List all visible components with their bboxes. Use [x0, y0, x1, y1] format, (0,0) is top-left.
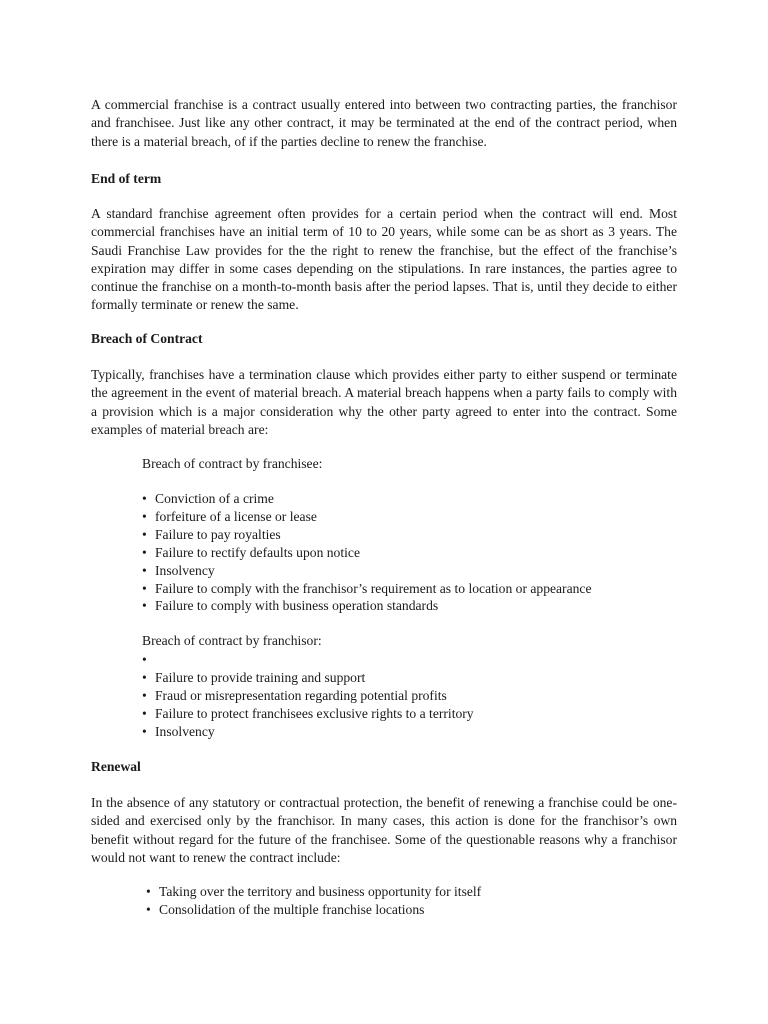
list-item: • Failure to rectify defaults upon notice — [142, 544, 592, 562]
list-item: • Insolvency — [142, 562, 592, 580]
breach-paragraph: Typically, franchises have a termination clause which provides either party to either suspend or terminate the agreement in the event of material breach. A material breach happens when a party fails to comply with a provision which is a major consideration why the other party agreed to enter into the contract. Some examples of material breach are: — [91, 367, 677, 437]
list-item: • Consolidation of the multiple franchise locations — [146, 901, 481, 919]
list-item: • Failure to protect franchisees exclusive rights to a territory — [142, 705, 474, 723]
list-item: • Failure to provide training and support — [142, 669, 474, 687]
renewal-heading: Renewal — [91, 759, 141, 774]
list-item: • Failure to pay royalties — [142, 526, 592, 544]
list-item: • Insolvency — [142, 723, 474, 741]
intro-paragraph: A commercial franchise is a contract usually entered into between two contracting parties, the franchisor and franchisee. Just like any other contract, it may be terminated at the end of the contract period, when there is a material breach, of if the parties decline to renew the franchise. — [91, 97, 677, 149]
list-item — [142, 651, 474, 669]
franchisor-breach-list — [142, 651, 474, 741]
franchisee-breach-list — [142, 490, 592, 615]
end-of-term-paragraph: A standard franchise agreement often provides for a certain period when the contract will end. Most commercial franchises have an initial term of 10 to 20 years, while some can be as short as 3 years. The Saudi Franchise Law provides for the the right to renew the franchise, but the effect of the franchise’s expiration may differ in some cases depending on the stipulations. In rare instances, the parties agree to continue the franchise on a month-to-month basis after the period lapses. That is, until they decide to either formally terminate or renew the same. — [91, 206, 677, 313]
renewal-reasons-list — [146, 883, 481, 919]
list-item: • Taking over the territory and business opportunity for itself — [146, 883, 481, 901]
list-item: • forfeiture of a license or lease — [142, 508, 592, 526]
list-item: • Failure to comply with the franchisor’s requirement as to location or appearance — [142, 580, 592, 598]
end-of-term-heading: End of term — [91, 171, 162, 186]
list-item: • Fraud or misrepresentation regarding potential profits — [142, 687, 474, 705]
franchisee-breach-label: Breach of contract by franchisee: — [142, 456, 323, 471]
renewal-paragraph: In the absence of any statutory or contractual protection, the benefit of renewing a franchise could be one-sided and exercised only by the franchisor. In many cases, this action is done for the franchisor’s own benefit without regard for the future of the franchisee. Some of the questionable reasons why a franchisor would not want to renew the contract include: — [91, 795, 677, 865]
breach-heading: Breach of Contract — [91, 331, 203, 346]
franchisor-breach-label: Breach of contract by franchisor: — [142, 633, 322, 648]
list-item: • Failure to comply with business operation standards — [142, 597, 592, 615]
list-item: • Conviction of a crime — [142, 490, 592, 508]
